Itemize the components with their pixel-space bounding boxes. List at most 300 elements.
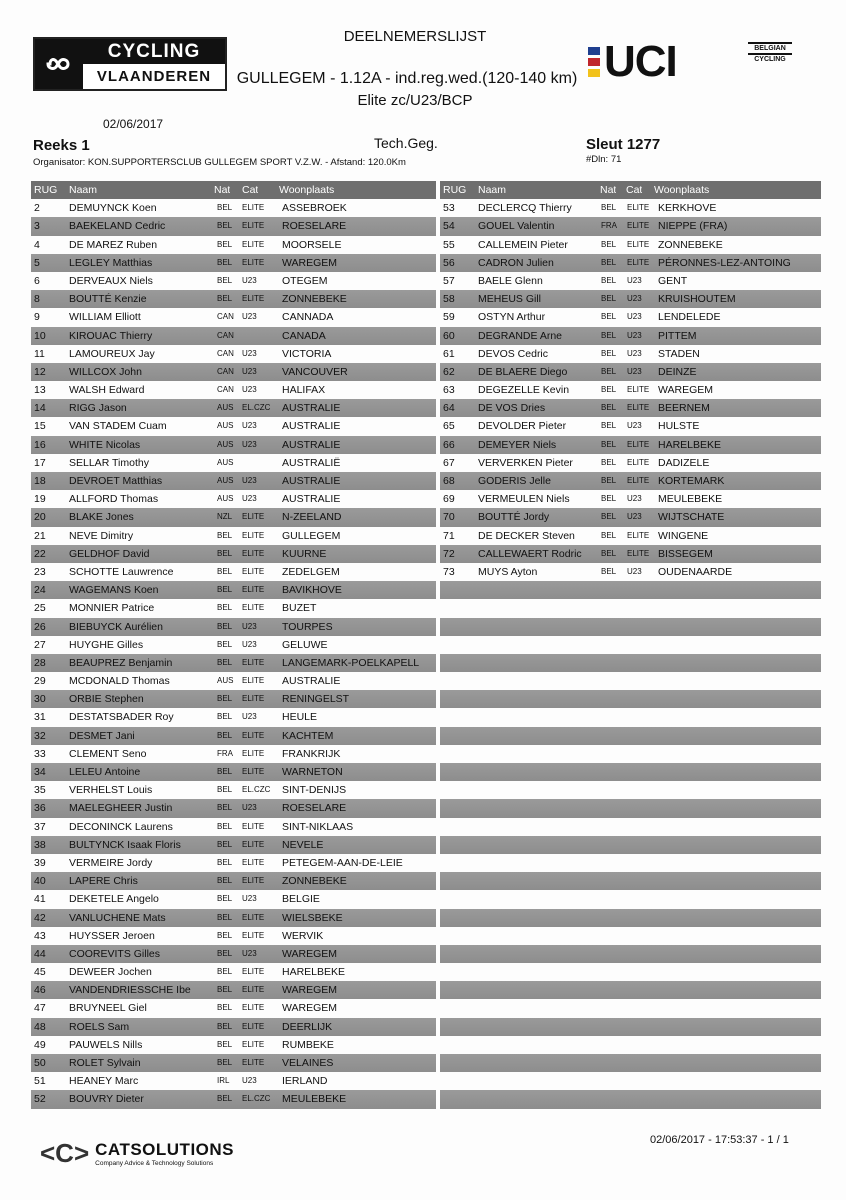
cell-cat: ELITE bbox=[242, 203, 265, 213]
cell-rug: 31 bbox=[34, 711, 46, 724]
cell-rug: 30 bbox=[34, 693, 46, 706]
cell-rug: 60 bbox=[443, 329, 455, 342]
cell-nat: AUS bbox=[217, 494, 234, 504]
cell-rug: 9 bbox=[34, 311, 40, 324]
cell-naam: WHITE Nicolas bbox=[69, 438, 141, 451]
col-nat: Nat bbox=[214, 184, 231, 196]
table-row bbox=[440, 345, 821, 363]
cell-rug: 25 bbox=[34, 602, 46, 615]
table-row bbox=[31, 599, 436, 617]
cell-cat: ELITE bbox=[242, 748, 265, 758]
col-rug: RUG bbox=[34, 184, 58, 196]
cell-naam: LEGLEY Matthias bbox=[69, 256, 153, 269]
table-row bbox=[31, 654, 436, 672]
cell-naam: VERMEIRE Jordy bbox=[69, 856, 153, 869]
cell-naam: HUYSSER Jeroen bbox=[69, 929, 155, 942]
cell-naam: CALLEMEIN Pieter bbox=[478, 238, 568, 251]
organizer-line: Organisator: KON.SUPPORTERSCLUB GULLEGEM SPORT V.Z.W. - Afstand: 120.0Km bbox=[33, 157, 406, 168]
cell-rug: 8 bbox=[34, 293, 40, 306]
cell-cat: ELITE bbox=[242, 257, 265, 267]
cell-nat: BEL bbox=[601, 294, 617, 304]
cell-nat: BEL bbox=[217, 639, 233, 649]
cell-cat: U23 bbox=[627, 330, 642, 340]
table-row bbox=[440, 563, 821, 581]
cell-rug: 49 bbox=[34, 1038, 46, 1051]
cell-cat: ELITE bbox=[242, 566, 265, 576]
table-row bbox=[31, 981, 436, 999]
cell-naam: BLAKE Jones bbox=[69, 511, 134, 524]
cell-naam: BOUTTÉ Jordy bbox=[478, 511, 550, 524]
cell-nat: BEL bbox=[601, 239, 617, 249]
cell-rug: 24 bbox=[34, 584, 46, 597]
catsolutions-logo bbox=[40, 1138, 234, 1169]
table-row bbox=[31, 927, 436, 945]
cell-rug: 68 bbox=[443, 475, 455, 487]
table-row bbox=[31, 527, 436, 545]
cell-cat: ELITE bbox=[627, 457, 650, 467]
cell-naam: ROLET Sylvain bbox=[69, 1057, 141, 1069]
cell-naam: VERHELST Louis bbox=[69, 784, 153, 797]
cell-nat: BEL bbox=[601, 257, 617, 267]
cell-nat: BEL bbox=[601, 366, 617, 376]
cell-rug: 32 bbox=[34, 729, 46, 742]
table-row bbox=[440, 1018, 821, 1036]
cell-woonplaats: RUMBEKE bbox=[282, 1038, 334, 1051]
cell-nat: BEL bbox=[217, 275, 233, 285]
cell-nat: BEL bbox=[601, 312, 617, 322]
table-row bbox=[31, 890, 436, 908]
table-row bbox=[31, 763, 436, 781]
cell-nat: FRA bbox=[601, 221, 617, 231]
cell-nat: BEL bbox=[601, 330, 617, 340]
table-row bbox=[440, 745, 821, 763]
print-timestamp: 02/06/2017 - 17:53:37 - 1 / 1 bbox=[650, 1134, 789, 1146]
cell-woonplaats: AUSTRALIE bbox=[282, 402, 341, 415]
table-row bbox=[31, 909, 436, 927]
cell-nat: BEL bbox=[601, 385, 617, 395]
cell-woonplaats: ROESELARE bbox=[282, 220, 347, 233]
cell-woonplaats: AUSTRALIE bbox=[282, 493, 341, 506]
cell-cat: U23 bbox=[627, 275, 642, 285]
cell-rug: 3 bbox=[34, 220, 40, 233]
cell-naam: COOREVITS Gilles bbox=[69, 947, 161, 960]
cell-woonplaats: CANNADA bbox=[282, 311, 334, 324]
participant-table-left bbox=[31, 181, 436, 1109]
cell-naam: CALLEWAERT Rodric bbox=[478, 547, 582, 560]
race-title: GULLEGEM - 1.12A - ind.reg.wed.(120-140 km) bbox=[236, 70, 578, 87]
cell-naam: CADRON Julien bbox=[478, 256, 554, 269]
cell-woonplaats: KUURNE bbox=[282, 547, 327, 560]
cell-cat: ELITE bbox=[242, 1039, 265, 1049]
table-row bbox=[440, 217, 821, 235]
cell-rug: 51 bbox=[34, 1075, 46, 1088]
cell-naam: ALLFORD Thomas bbox=[69, 493, 159, 506]
cell-naam: GODERIS Jelle bbox=[478, 475, 551, 487]
table-row bbox=[440, 890, 821, 908]
cell-nat: BEL bbox=[217, 912, 233, 922]
cell-rug: 47 bbox=[34, 1002, 46, 1015]
cell-woonplaats: CANADA bbox=[282, 329, 326, 342]
uci-logo-text: UCI bbox=[604, 37, 677, 86]
cell-woonplaats: AUSTRALIË bbox=[282, 456, 341, 469]
table-row bbox=[440, 490, 821, 508]
table-row bbox=[440, 781, 821, 799]
cell-cat: U23 bbox=[242, 948, 257, 958]
cell-rug: 72 bbox=[443, 547, 455, 560]
cell-rug: 20 bbox=[34, 511, 46, 524]
cell-naam: DERVEAUX Niels bbox=[69, 274, 153, 287]
table-row bbox=[31, 217, 436, 235]
cell-woonplaats: AUSTRALIE bbox=[282, 475, 341, 487]
cell-rug: 17 bbox=[34, 456, 46, 469]
cell-nat: IRL bbox=[217, 1076, 230, 1086]
table-row bbox=[31, 708, 436, 726]
cell-woonplaats: WIJTSCHATE bbox=[658, 511, 725, 524]
table-row bbox=[440, 308, 821, 326]
cell-nat: BEL bbox=[217, 948, 233, 958]
cell-rug: 73 bbox=[443, 565, 455, 578]
cell-nat: BEL bbox=[217, 203, 233, 213]
cell-woonplaats: AUSTRALIE bbox=[282, 438, 341, 451]
cell-nat: BEL bbox=[601, 476, 617, 485]
cell-nat: BEL bbox=[601, 421, 617, 431]
cell-cat: ELITE bbox=[242, 912, 265, 922]
cell-nat: AUS bbox=[217, 421, 234, 431]
cell-naam: HEANEY Marc bbox=[69, 1075, 139, 1088]
cell-rug: 59 bbox=[443, 311, 455, 324]
cell-nat: BEL bbox=[217, 1039, 233, 1049]
cell-woonplaats: ZONNEBEKE bbox=[282, 293, 347, 306]
cell-nat: BEL bbox=[601, 548, 617, 558]
cell-rug: 40 bbox=[34, 875, 46, 888]
cell-rug: 6 bbox=[34, 274, 40, 287]
cell-woonplaats: DEINZE bbox=[658, 365, 697, 378]
series-label: Reeks 1 bbox=[33, 137, 90, 154]
cell-rug: 62 bbox=[443, 365, 455, 378]
col-naam: Naam bbox=[478, 184, 507, 196]
cell-cat: U23 bbox=[242, 494, 257, 504]
cell-naam: WAGEMANS Koen bbox=[69, 584, 159, 597]
cell-woonplaats: KERKHOVE bbox=[658, 202, 717, 215]
cell-nat: BEL bbox=[601, 457, 617, 467]
table-row bbox=[440, 1090, 821, 1108]
table-row bbox=[440, 854, 821, 872]
table-row bbox=[31, 254, 436, 272]
table-row bbox=[31, 1018, 436, 1036]
cell-rug: 65 bbox=[443, 420, 455, 433]
cell-cat: ELITE bbox=[627, 239, 650, 249]
cell-woonplaats: AUSTRALIE bbox=[282, 675, 341, 688]
cell-woonplaats: GENT bbox=[658, 274, 688, 287]
table-row bbox=[440, 963, 821, 981]
cell-rug: 22 bbox=[34, 547, 46, 560]
cell-cat: ELITE bbox=[242, 730, 265, 740]
cell-rug: 15 bbox=[34, 420, 46, 433]
participant-table-right bbox=[440, 181, 821, 1109]
cell-cat: ELITE bbox=[242, 839, 265, 849]
table-row bbox=[31, 381, 436, 399]
cell-naam: DEMUYNCK Koen bbox=[69, 202, 157, 215]
cell-cat: U23 bbox=[627, 312, 642, 322]
cell-rug: 70 bbox=[443, 511, 455, 524]
cell-cat: ELITE bbox=[242, 967, 265, 977]
cell-nat: BEL bbox=[217, 767, 233, 776]
cell-naam: DE BLAERE Diego bbox=[478, 365, 568, 378]
cell-woonplaats: OUDENAARDE bbox=[658, 565, 733, 578]
cell-woonplaats: WAREGEM bbox=[282, 1002, 338, 1015]
cell-rug: 18 bbox=[34, 475, 46, 487]
cell-cat: U23 bbox=[242, 312, 257, 322]
cell-naam: BIEBUYCK Aurélien bbox=[69, 620, 163, 633]
cell-cat: U23 bbox=[242, 421, 257, 431]
cell-nat: AUS bbox=[217, 676, 234, 686]
table-row bbox=[31, 1072, 436, 1090]
cell-nat: AUS bbox=[217, 439, 234, 449]
table-row bbox=[440, 436, 821, 454]
cell-nat: BEL bbox=[601, 439, 617, 449]
cell-naam: BRUYNEEL Giel bbox=[69, 1002, 147, 1015]
col-nat: Nat bbox=[600, 184, 617, 196]
col-naam: Naam bbox=[69, 184, 98, 196]
cell-cat: ELITE bbox=[242, 512, 265, 522]
table-row bbox=[31, 799, 436, 817]
cell-cat: ELITE bbox=[242, 548, 265, 558]
cell-cat: U23 bbox=[242, 894, 257, 904]
cell-rug: 21 bbox=[34, 529, 46, 542]
cell-naam: MEHEUS Gill bbox=[478, 293, 542, 306]
cell-rug: 66 bbox=[443, 438, 455, 451]
cell-woonplaats: ZEDELGEM bbox=[282, 565, 340, 578]
table-row bbox=[440, 454, 821, 472]
cell-woonplaats: VELAINES bbox=[282, 1057, 334, 1069]
table-row bbox=[440, 599, 821, 617]
cell-woonplaats: WIELSBEKE bbox=[282, 911, 343, 924]
table-row bbox=[31, 327, 436, 345]
cell-woonplaats: KRUISHOUTEM bbox=[658, 293, 736, 306]
table-row bbox=[31, 563, 436, 581]
cell-woonplaats: WINGENE bbox=[658, 529, 709, 542]
cell-woonplaats: SINT-NIKLAAS bbox=[282, 820, 354, 833]
cell-nat: CAN bbox=[217, 385, 234, 395]
cell-cat: ELITE bbox=[242, 857, 265, 867]
table-row bbox=[440, 545, 821, 563]
cell-naam: MCDONALD Thomas bbox=[69, 675, 170, 688]
table-row bbox=[440, 654, 821, 672]
cell-naam: ROELS Sam bbox=[69, 1020, 130, 1033]
logo-text-vlaanderen: VLAANDEREN bbox=[83, 64, 225, 89]
cell-nat: BEL bbox=[217, 1094, 233, 1104]
cell-nat: BEL bbox=[217, 803, 233, 813]
cell-rug: 53 bbox=[443, 202, 455, 215]
cell-rug: 63 bbox=[443, 384, 455, 397]
cell-naam: PAUWELS Nills bbox=[69, 1038, 143, 1051]
cell-naam: BULTYNCK Isaak Floris bbox=[69, 838, 181, 851]
cell-naam: DEMEYER Niels bbox=[478, 438, 557, 451]
cell-cat: U23 bbox=[627, 348, 642, 358]
cell-rug: 48 bbox=[34, 1020, 46, 1033]
cell-woonplaats: LENDELEDE bbox=[658, 311, 721, 324]
table-row bbox=[440, 727, 821, 745]
cell-naam: MAELEGHEER Justin bbox=[69, 802, 173, 815]
cell-naam: CLEMENT Seno bbox=[69, 747, 147, 760]
cell-nat: BEL bbox=[217, 694, 233, 704]
cell-naam: GELDHOF David bbox=[69, 547, 150, 560]
cell-woonplaats: WAREGEM bbox=[282, 984, 338, 997]
table-row bbox=[31, 436, 436, 454]
cell-naam: BEAUPREZ Benjamin bbox=[69, 656, 173, 669]
cell-nat: BEL bbox=[217, 585, 233, 595]
cell-nat: AUS bbox=[217, 457, 234, 467]
cell-naam: DESMET Jani bbox=[69, 729, 135, 742]
cell-cat: U23 bbox=[242, 476, 257, 485]
cell-cat: ELITE bbox=[242, 676, 265, 686]
cell-nat: BEL bbox=[217, 712, 233, 722]
table-row bbox=[31, 508, 436, 526]
cell-nat: CAN bbox=[217, 330, 234, 340]
cell-nat: BEL bbox=[217, 621, 233, 631]
cycling-vlaanderen-logo bbox=[33, 37, 227, 91]
cell-naam: DECONINCK Laurens bbox=[69, 820, 173, 833]
cell-naam: BAELE Glenn bbox=[478, 274, 543, 287]
cell-naam: WILLIAM Elliott bbox=[69, 311, 141, 324]
cell-naam: DEVROET Matthias bbox=[69, 475, 163, 487]
cell-naam: DEGEZELLE Kevin bbox=[478, 384, 570, 397]
table-row bbox=[440, 381, 821, 399]
cell-woonplaats: NIEPPE (FRA) bbox=[658, 220, 728, 233]
belgian-logo-line1: BELGIAN bbox=[748, 42, 792, 55]
belgian-logo-line2: CYCLING bbox=[754, 56, 786, 63]
cell-rug: 10 bbox=[34, 329, 46, 342]
cell-rug: 23 bbox=[34, 565, 46, 578]
cell-rug: 57 bbox=[443, 274, 455, 287]
cell-woonplaats: PITTEM bbox=[658, 329, 697, 342]
table-row bbox=[31, 490, 436, 508]
cell-rug: 28 bbox=[34, 656, 46, 669]
cell-rug: 38 bbox=[34, 838, 46, 851]
cell-woonplaats: KORTEMARK bbox=[658, 475, 725, 487]
table-row bbox=[440, 236, 821, 254]
cell-woonplaats: AUSTRALIE bbox=[282, 420, 341, 433]
cell-naam: SCHOTTE Lauwrence bbox=[69, 565, 174, 578]
table-row bbox=[440, 799, 821, 817]
table-row bbox=[31, 199, 436, 217]
cell-nat: BEL bbox=[601, 530, 617, 540]
cell-nat: BEL bbox=[217, 1003, 233, 1013]
cell-rug: 26 bbox=[34, 620, 46, 633]
cell-woonplaats: SINT-DENIJS bbox=[282, 784, 347, 797]
cell-naam: DESTATSBADER Roy bbox=[69, 711, 174, 724]
table-row bbox=[31, 781, 436, 799]
cell-nat: BEL bbox=[601, 566, 617, 576]
cell-cat: ELITE bbox=[242, 530, 265, 540]
cell-naam: DEVOS Cedric bbox=[478, 347, 549, 360]
cell-woonplaats: WARNETON bbox=[282, 766, 343, 778]
cell-woonplaats: VICTORIA bbox=[282, 347, 332, 360]
cell-nat: BEL bbox=[217, 857, 233, 867]
table-row bbox=[440, 818, 821, 836]
cell-nat: AUS bbox=[217, 476, 234, 485]
table-row bbox=[440, 872, 821, 890]
company-tagline: Company Advice & Technology Solutions bbox=[95, 1160, 214, 1167]
cell-naam: LAPERE Chris bbox=[69, 875, 138, 888]
cell-naam: DE MAREZ Ruben bbox=[69, 238, 158, 251]
table-row bbox=[31, 272, 436, 290]
table-row bbox=[31, 399, 436, 417]
table-row bbox=[31, 545, 436, 563]
cell-woonplaats: N-ZEELAND bbox=[282, 511, 342, 524]
table-row bbox=[31, 836, 436, 854]
cell-woonplaats: LANGEMARK-POELKAPELL bbox=[282, 656, 420, 669]
cell-cat: ELITE bbox=[627, 385, 650, 395]
table-row bbox=[440, 927, 821, 945]
cell-nat: BEL bbox=[217, 967, 233, 977]
cell-rug: 71 bbox=[443, 529, 455, 542]
table-row bbox=[440, 1036, 821, 1054]
cell-nat: BEL bbox=[217, 239, 233, 249]
cell-woonplaats: MOORSELE bbox=[282, 238, 342, 251]
cell-woonplaats: BISSEGEM bbox=[658, 547, 713, 560]
cell-rug: 43 bbox=[34, 929, 46, 942]
cell-cat: ELITE bbox=[627, 548, 650, 558]
logo-text-cycling: CYCLING bbox=[83, 39, 225, 64]
cell-woonplaats: MEULEBEKE bbox=[282, 1093, 347, 1106]
cell-woonplaats: WERVIK bbox=[282, 929, 324, 942]
cell-nat: BEL bbox=[217, 839, 233, 849]
cell-nat: BEL bbox=[217, 985, 233, 995]
table-row bbox=[31, 872, 436, 890]
cell-naam: VANLUCHENE Mats bbox=[69, 911, 166, 924]
table-row bbox=[31, 727, 436, 745]
cell-naam: GOUEL Valentin bbox=[478, 220, 555, 233]
table-row bbox=[31, 672, 436, 690]
cell-cat: ELITE bbox=[627, 257, 650, 267]
cell-rug: 54 bbox=[443, 220, 455, 233]
cell-naam: VERVERKEN Pieter bbox=[478, 456, 573, 469]
cell-rug: 16 bbox=[34, 438, 46, 451]
race-category: Elite zc/U23/BCP bbox=[357, 92, 473, 109]
table-row bbox=[31, 236, 436, 254]
cell-rug: 41 bbox=[34, 893, 46, 906]
cell-nat: BEL bbox=[601, 348, 617, 358]
cell-cat: U23 bbox=[242, 803, 257, 813]
cell-woonplaats: KACHTEM bbox=[282, 729, 334, 742]
table-row bbox=[31, 308, 436, 326]
table-row bbox=[440, 999, 821, 1017]
table-header bbox=[440, 181, 821, 199]
cell-cat: ELITE bbox=[242, 985, 265, 995]
tech-label: Tech.Geg. bbox=[374, 135, 438, 151]
cell-cat: ELITE bbox=[242, 657, 265, 667]
cell-rug: 11 bbox=[34, 347, 45, 360]
cell-cat: ELITE bbox=[242, 585, 265, 595]
cell-naam: LELEU Antoine bbox=[69, 766, 141, 778]
cell-nat: BEL bbox=[601, 512, 617, 522]
table-row bbox=[31, 618, 436, 636]
cell-rug: 50 bbox=[34, 1057, 46, 1069]
cell-cat: U23 bbox=[627, 294, 642, 304]
cell-woonplaats: HARELBEKE bbox=[658, 438, 722, 451]
cell-woonplaats: FRANKRIJK bbox=[282, 747, 341, 760]
table-row bbox=[440, 508, 821, 526]
cell-woonplaats: BELGIE bbox=[282, 893, 320, 906]
cell-woonplaats: ZONNEBEKE bbox=[282, 875, 347, 888]
table-row bbox=[31, 417, 436, 435]
cell-nat: BEL bbox=[217, 657, 233, 667]
cell-nat: BEL bbox=[217, 876, 233, 886]
cell-naam: VERMEULEN Niels bbox=[478, 493, 570, 506]
col-cat: Cat bbox=[626, 184, 643, 196]
cell-woonplaats: RENINGELST bbox=[282, 693, 350, 706]
